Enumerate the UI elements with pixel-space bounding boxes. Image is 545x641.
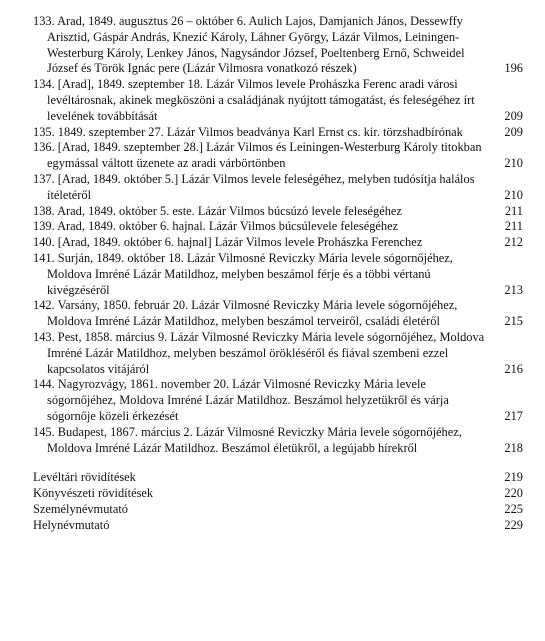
- appendix-title: Helynévmutató: [33, 517, 110, 532]
- entry-text: Varsány, 1850. február 20. Lázár Vilmosné Reviczky Mária levele sógornőjéhez, Moldova Imréné Lázár Matildhoz, melyben beszámol terveiről, családi életéről: [47, 298, 458, 329]
- entry-page: 209: [504, 124, 523, 139]
- entry-number: 140.: [33, 235, 55, 250]
- toc-entry-138: [33, 204, 523, 220]
- entry-page: 210: [504, 187, 523, 202]
- entry-number: 136.: [33, 140, 55, 155]
- entry-number: 143.: [33, 329, 55, 344]
- entry-text: [Arad, 1849. szeptember 28.] Lázár Vilmos és Leiningen-Westerburg Károly titokban egymással váltott üzenete az aradi várbörtönben: [47, 140, 482, 171]
- entry-page: 211: [504, 203, 523, 218]
- entry-text: Arad, 1849. augusztus 26 – október 6. Aulich Lajos, Damjanich János, Dessewffy Arisztid, Gáspár András, Knezić Károly, Láhner György, Lázár Vilmos, Leiningen-Westerburg Károly, Lenkey János, Nagysándor József, Poeltenberg Ernő, Schweidel József és Török Ignác pere (Lázár Vilmosra vonatkozó részek): [47, 14, 465, 76]
- entry-page: 211: [504, 219, 523, 234]
- entry-number: 139.: [33, 219, 55, 234]
- toc-entry-145: [33, 425, 523, 457]
- toc-appendix-bibliographic-abbreviations: [33, 486, 523, 502]
- toc-entry-136: [33, 140, 523, 172]
- toc-appendix-name-index: [33, 502, 523, 518]
- entry-page: 213: [504, 282, 523, 297]
- entry-text: 1849. szeptember 27. Lázár Vilmos beadványa Karl Ernst cs. kir. törzshadbírónak: [57, 124, 463, 139]
- entry-number: 141.: [33, 250, 55, 265]
- section-gap: [33, 456, 523, 470]
- appendix-page: 219: [504, 470, 523, 485]
- entry-number: 134.: [33, 77, 55, 92]
- entry-number: 142.: [33, 298, 55, 313]
- toc-appendix-archival-abbreviations: [33, 470, 523, 486]
- entry-text: [Arad, 1849. október 6. hajnal] Lázár Vilmos levele Prohászka Ferenchez: [57, 235, 423, 250]
- entry-text: [Arad, 1849. október 5.] Lázár Vilmos levele feleségéhez, melyben tudósítja halálos ítéletéről: [47, 171, 475, 202]
- toc-entry-137: [33, 172, 523, 204]
- table-of-contents: [33, 14, 523, 534]
- appendix-page: 225: [504, 501, 523, 516]
- entry-page: 215: [504, 314, 523, 329]
- toc-entry-133: [33, 14, 523, 77]
- entry-page: 216: [504, 361, 523, 376]
- entry-text: Surján, 1849. október 18. Lázár Vilmosné Reviczky Mária levele sógornőjéhez, Moldova Imréné Lázár Matildhoz, melyben beszámol férje és a többi vértanú kivégzéséről: [47, 250, 453, 297]
- toc-entry-141: [33, 251, 523, 298]
- toc-entry-134: [33, 77, 523, 124]
- entry-number: 138.: [33, 203, 55, 218]
- appendix-page: 229: [504, 517, 523, 532]
- entry-text: Budapest, 1867. március 2. Lázár Vilmosné Reviczky Mária levele sógornőjéhez, Moldova Imréné Lázár Matildhoz. Beszámol életükről, a legújabb hírekről: [47, 424, 462, 455]
- entry-text: Pest, 1858. március 9. Lázár Vilmosné Reviczky Mária levele sógornőjéhez, Moldova Imréné Lázár Matildhoz, melyben beszámol örökléséről és fiával szembeni ezzel kapcsolatos vitájáról: [47, 329, 485, 376]
- appendix-title: Személynévmutató: [33, 501, 128, 516]
- toc-entry-135: [33, 125, 523, 141]
- entry-page: 209: [504, 108, 523, 123]
- toc-appendix-place-index: [33, 518, 523, 534]
- entry-text: Arad, 1849. október 6. hajnal. Lázár Vilmos búcsúlevele feleségéhez: [57, 219, 399, 234]
- entry-page: 212: [504, 235, 523, 250]
- entry-page: 210: [504, 156, 523, 171]
- toc-entry-142: [33, 298, 523, 330]
- entry-number: 145.: [33, 424, 55, 439]
- entry-page: 196: [504, 61, 523, 76]
- entry-text: [Arad], 1849. szeptember 18. Lázár Vilmos levele Prohászka Ferenc aradi városi levéltárosnak, akinek megköszöni a családjának nyújtott támogatást, és feleségéhez írt levelének továbbítását: [47, 77, 475, 123]
- toc-entry-144: [33, 377, 523, 424]
- toc-entry-140: [33, 235, 523, 251]
- entry-number: 137.: [33, 171, 55, 186]
- entry-page: 217: [504, 408, 523, 423]
- appendix-title: Levéltári rövidítések: [33, 470, 136, 485]
- entry-number: 135.: [33, 124, 55, 139]
- toc-entry-143: [33, 330, 523, 377]
- entry-text: Nagyrozvágy, 1861. november 20. Lázár Vilmosné Reviczky Mária levele sógornőjéhez, Moldova Imréné Lázár Matildhoz. Beszámol helyzetükről és várja sógornője közeli érkezését: [47, 377, 449, 423]
- entry-page: 218: [504, 440, 523, 455]
- toc-entry-139: [33, 219, 523, 235]
- appendix-title: Könyvészeti rövidítések: [33, 486, 154, 501]
- entry-text: Arad, 1849. október 5. este. Lázár Vilmos búcsúzó levele feleségéhez: [57, 203, 402, 218]
- entry-number: 144.: [33, 377, 55, 392]
- entry-number: 133.: [33, 14, 55, 28]
- appendix-page: 220: [504, 486, 523, 501]
